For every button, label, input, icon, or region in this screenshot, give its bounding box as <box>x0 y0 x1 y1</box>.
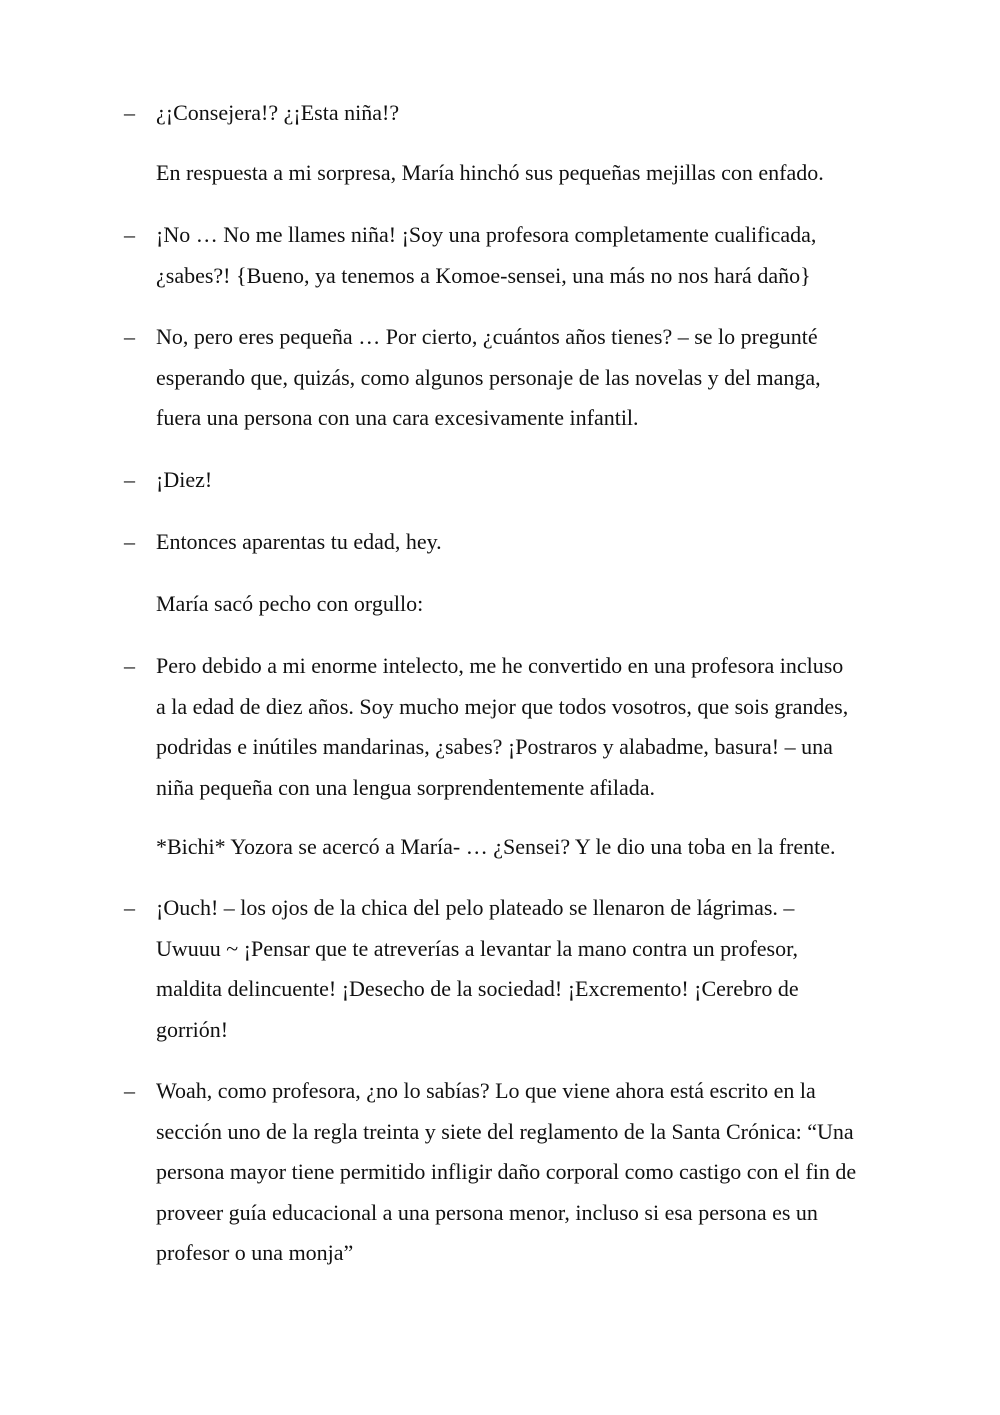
dialogue-paragraph: Pero debido a mi enorme intelecto, me he convertido en una profesora incluso a la edad de diez años. Soy mucho mejor que todos vosotros, que sois grandes, podridas e inútiles mandarinas, ¿sabes? ¡Postraros y alabadme, basura! – una niña pequeña con una lengua sorprendentemente afilada. <box>156 653 849 800</box>
narration-paragraph: María sacó pecho con orgullo: <box>156 591 424 616</box>
dialogue-dash: – <box>124 324 135 349</box>
dialogue-paragraph: ¡No … No me llames niña! ¡Soy una profesora completamente cualificada, ¿sabes?! {Bueno, ya tenemos a Komoe-sensei, una más no nos hará daño} <box>156 222 817 288</box>
dialogue-dash: – <box>124 100 135 125</box>
dialogue-dash: – <box>124 222 135 247</box>
dialogue-paragraph: Woah, como profesora, ¿no lo sabías? Lo que viene ahora está escrito en la sección uno de la regla treinta y siete del reglamento de la Santa Crónica: “Una persona mayor tiene permitido infligir daño corporal como castigo con el fin de proveer guía educacional a una persona menor, incluso si esa persona es un profesor o una monja” <box>156 1078 857 1265</box>
dialogue-paragraph: ¿¡Consejera!? ¿¡Esta niña!? <box>156 100 400 125</box>
narration-paragraph: *Bichi* Yozora se acercó a María- … ¿Sensei? Y le dio una toba en la frente. <box>156 834 836 859</box>
narration-paragraph: En respuesta a mi sorpresa, María hinchó sus pequeñas mejillas con enfado. <box>156 160 824 185</box>
dialogue-paragraph: Entonces aparentas tu edad, hey. <box>156 529 442 554</box>
dialogue-dash: – <box>124 895 135 920</box>
dialogue-paragraph: No, pero eres pequeña … Por cierto, ¿cuántos años tienes? – se lo pregunté esperando que, quizás, como algunos personaje de las novelas y del manga, fuera una persona con una cara excesivamente infantil. <box>156 324 821 430</box>
dialogue-dash: – <box>124 529 135 554</box>
dialogue-dash: – <box>124 1078 135 1103</box>
dialogue-dash: – <box>124 653 135 678</box>
dialogue-dash: – <box>124 467 135 492</box>
dialogue-paragraph: ¡Ouch! – los ojos de la chica del pelo plateado se llenaron de lágrimas. – Uwuuu ~ ¡Pensar que te atreverías a levantar la mano contra un profesor, maldita delincuente! ¡Desecho de la sociedad! ¡Excremento! ¡Cerebro de gorrión! <box>156 895 799 1042</box>
dialogue-paragraph: ¡Diez! <box>156 467 213 492</box>
